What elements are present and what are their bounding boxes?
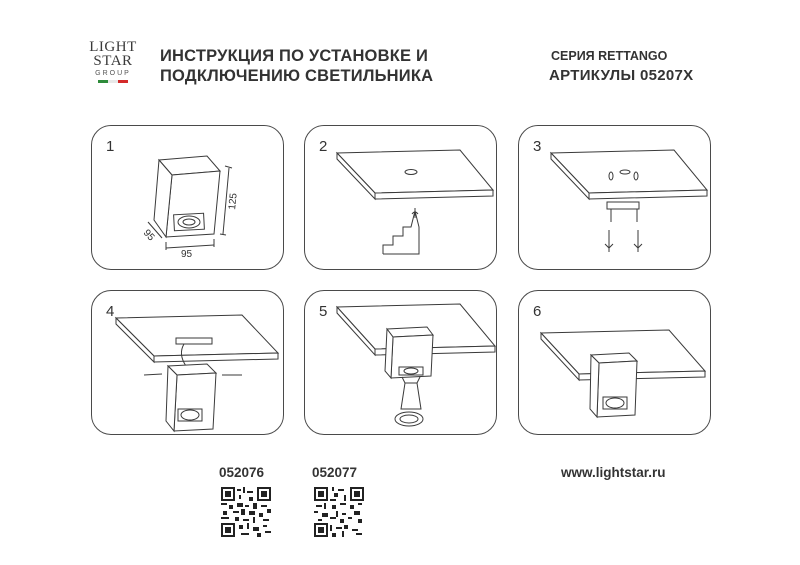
qr-code-052077 [314, 487, 364, 537]
mounting-plate-drawing [519, 126, 712, 271]
wire-connection-drawing [92, 291, 285, 436]
title-line-2: ПОДКЛЮЧЕНИЮ СВЕТИЛЬНИКА [160, 67, 434, 85]
italian-flag-icon [98, 80, 128, 83]
dimension-depth: 95 [140, 227, 157, 244]
brand-logo-line2: STAR [93, 53, 133, 69]
qr-code-052076 [221, 487, 271, 537]
dimension-width: 95 [181, 249, 193, 260]
step-panel-5 [304, 290, 497, 435]
step-number: 2 [319, 138, 328, 155]
articles-label: АРТИКУЛЫ 05207X [549, 67, 694, 84]
product-code-1: 052076 [219, 465, 265, 480]
document-title [160, 46, 433, 86]
step-number: 5 [319, 303, 328, 320]
step-number: 3 [533, 138, 542, 155]
series-label: СЕРИЯ RETTANGO [551, 49, 668, 63]
mounted-luminaire-drawing [519, 291, 712, 436]
step-number: 1 [106, 138, 115, 155]
website-link[interactable]: www.lightstar.ru [561, 465, 666, 480]
ceiling-drilling-drawing [305, 126, 498, 271]
step-number: 6 [533, 303, 542, 320]
step-panel-4 [91, 290, 284, 435]
step-panel-1 [91, 125, 284, 270]
brand-logo [84, 40, 142, 95]
step-panel-6 [518, 290, 711, 435]
step-panel-3 [518, 125, 711, 270]
brand-logo-line3: GROUP [95, 70, 131, 77]
title-line-1: ИНСТРУКЦИЯ ПО УСТАНОВКЕ И [160, 47, 429, 65]
step-panel-2 [304, 125, 497, 270]
product-code-2: 052077 [312, 465, 358, 480]
dimension-height: 125 [227, 192, 240, 211]
step-number: 4 [106, 303, 115, 320]
lamp-insertion-drawing [305, 291, 498, 436]
brand-logo-line1: LIGHT [89, 39, 137, 55]
